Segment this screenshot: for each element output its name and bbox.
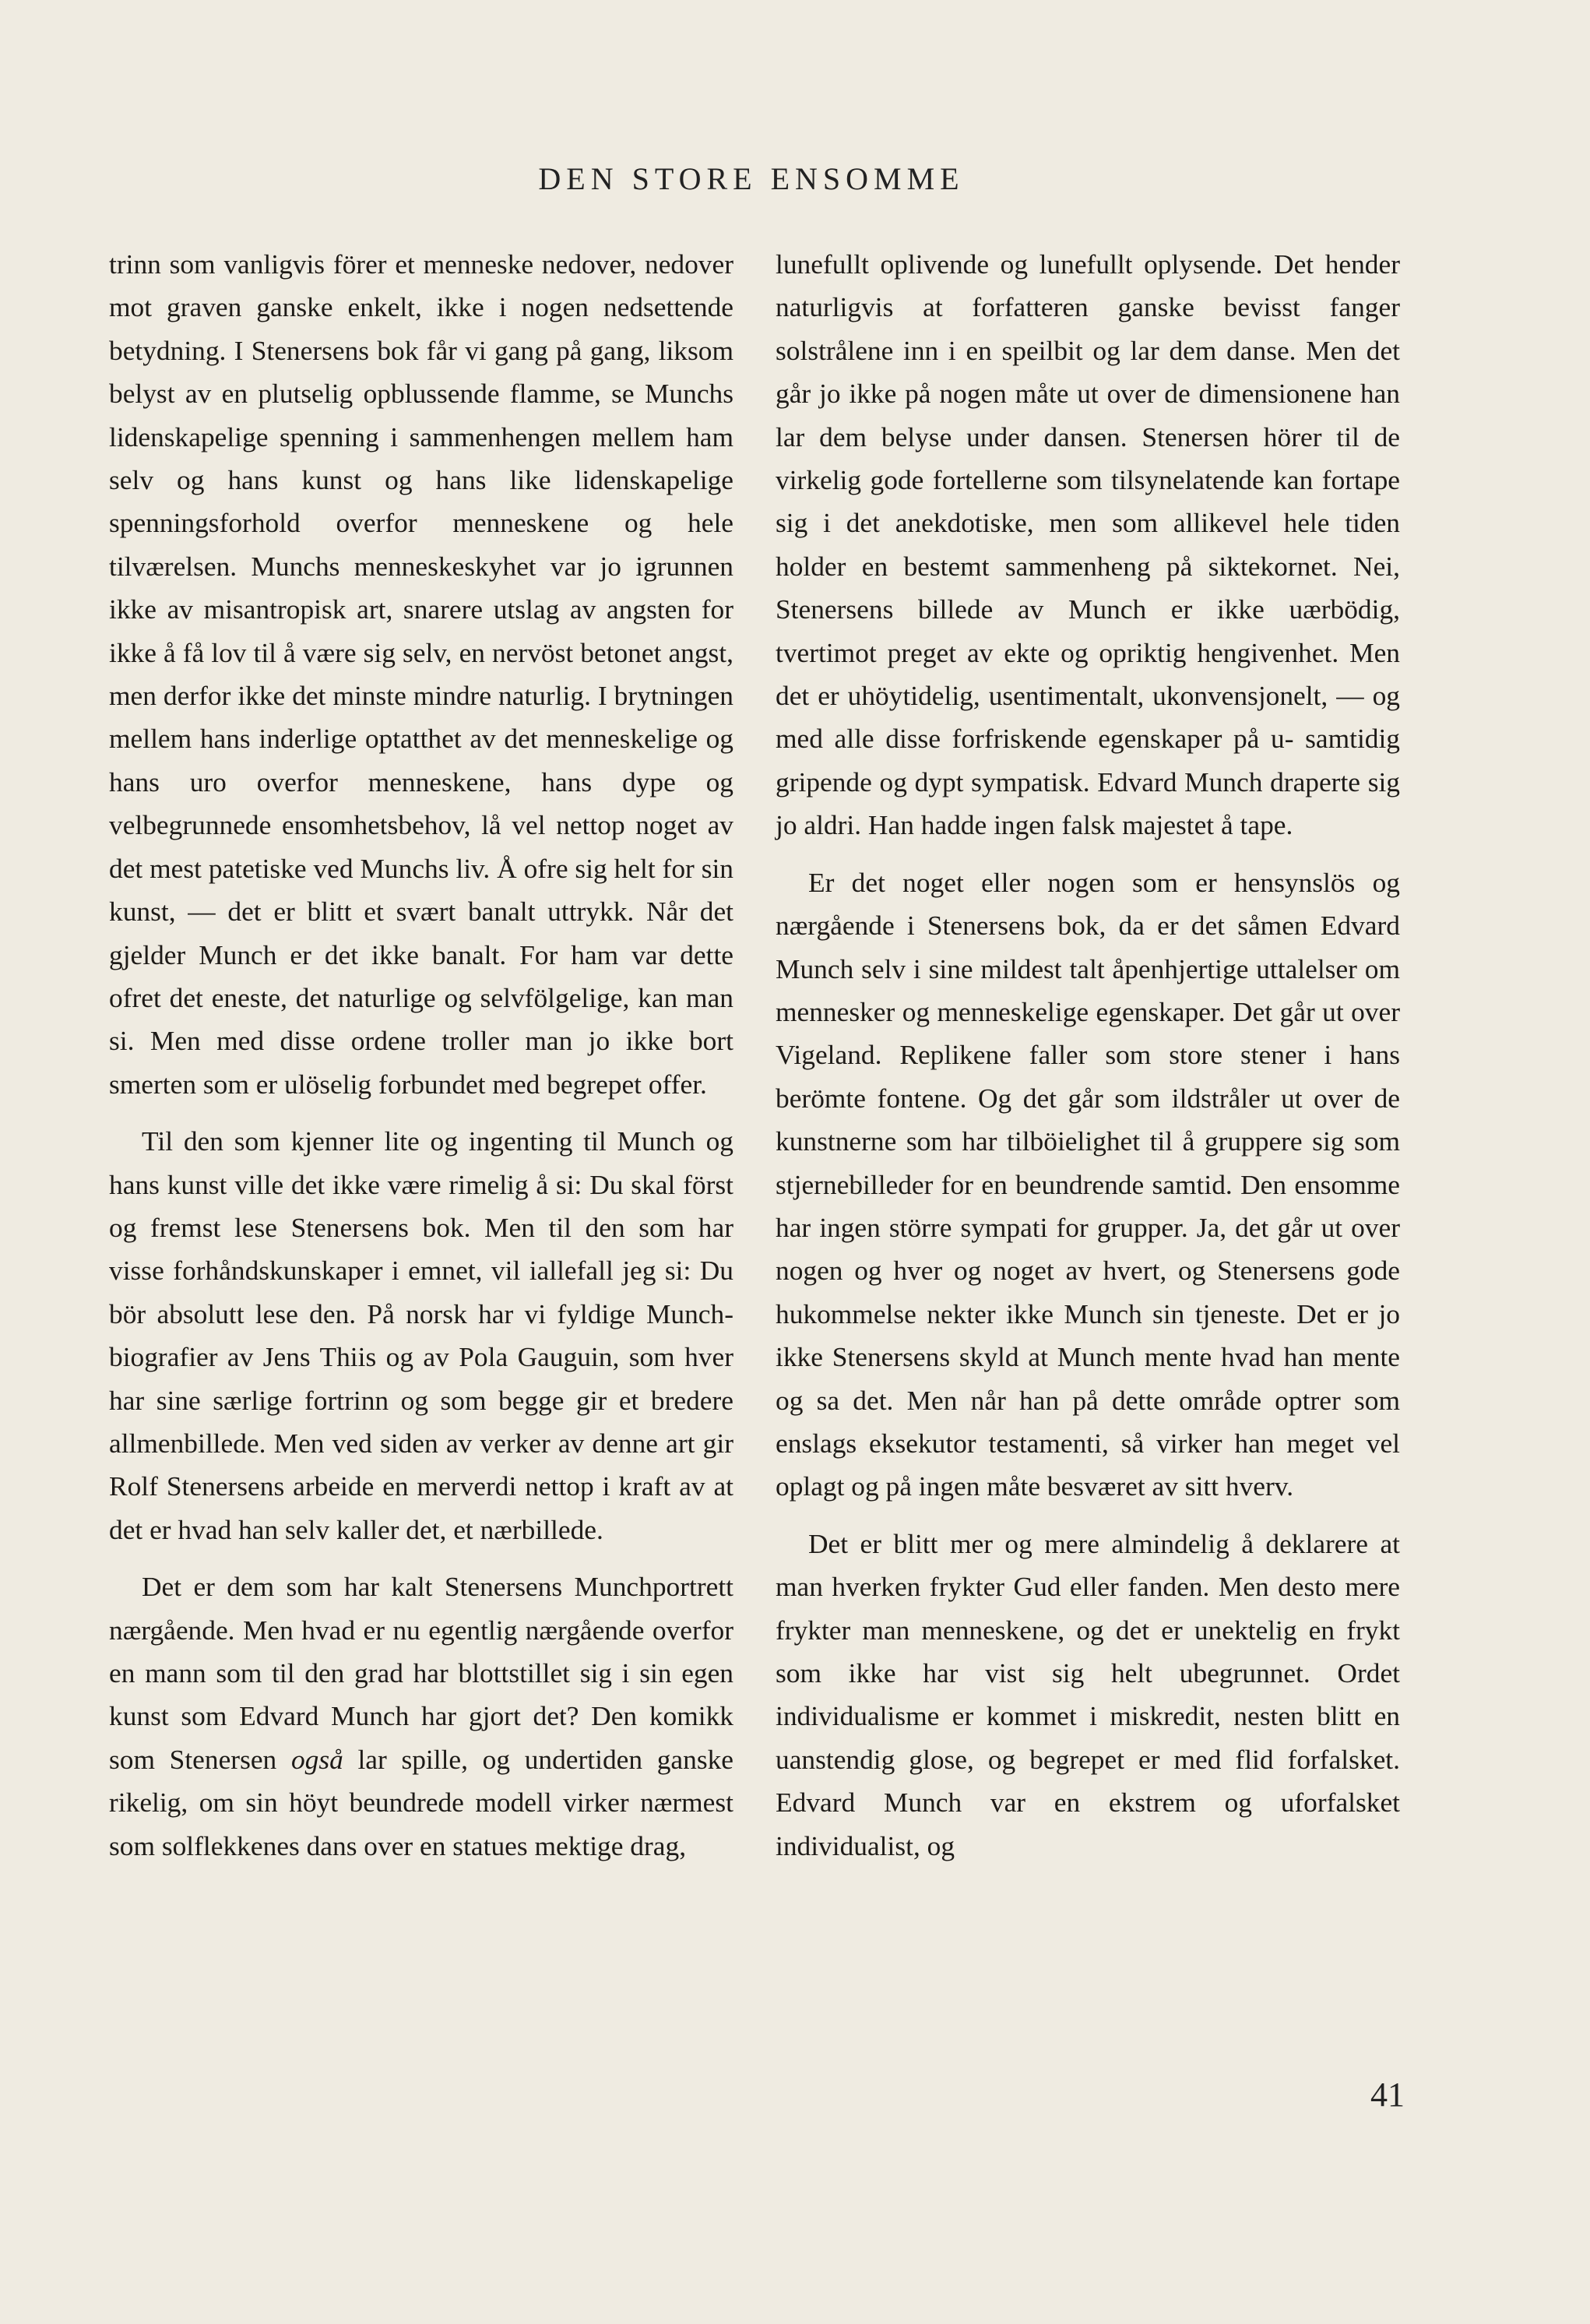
italic-word: også: [290, 1743, 343, 1775]
paragraph-text: Det er dem som har kalt Stenersens Munchportrett nærgående. Men hvad er nu egentlig nærgående overfor en mann som til den grad har blottstillet sig i sin egen kunst som Edvard Munch har gjort det? Den komikk som Stenersen: [109, 1571, 733, 1775]
paragraph: [109, 1565, 733, 1868]
right-column: [776, 243, 1400, 1882]
paragraph: Til den som kjenner lite og ingenting til Munch og hans kunst ville det ikke være rimelig å si: Du skal först og fremst lese Stenersens bok. Men til den som har visse forhåndskunskaper i emnet, vil iallefall jeg si: Du bör absolutt lese den. På norsk har vi fyldige Munch-biografier av Jens Thiis og av Pola Gauguin, som hver har sine særlige fortrinn og som begge gir et bredere allmenbillede. Men ved siden av verker av denne art gir Rolf Stenersens arbeide en merverdi nettop i kraft av at det er hvad han selv kaller det, et nærbillede.: [109, 1125, 733, 1545]
page-number: 41: [1370, 2076, 1405, 2114]
paragraph: Det er blitt mer og mere almindelig å deklarere at man hverken frykter Gud eller fanden. Men desto mere frykter man menneskene, og det er unektelig en frykt som ikke har vist sig helt ubegrunnet. Ordet individualisme er kommet i miskredit, nesten blitt en uanstendig glose, og begrepet er med flid forfalsket. Edvard Munch var en ekstrem og uforfalsket individualist, og: [776, 1527, 1400, 1861]
paragraph: Er det noget eller nogen som er hensynslös og nærgående i Stenersens bok, da er det såmen Edvard Munch selv i sine mildest talt åpenhjertige uttalelser om mennesker og menneskelige egenskaper. Det går ut over Vigeland. Replikene faller som store stener i hans berömte fontene. Og det går som ildstråler ut over de kunstnerne som har tilböielighet til å gruppere sig som stjernebilleder for en beundrende samtid. Den ensomme har ingen större sympati for grupper. Ja, det går ut over nogen og hver og noget av hvert, og Stenersens gode hukommelse nekter ikke Munch sin tjeneste. Det er jo ikke Stenersens skyld at Munch mente hvad han mente og sa det. Men når han på dette område optrer som enslags eksekutor testamenti, så virker han meget vel oplagt og på ingen måte besværet av sitt hverv.: [776, 866, 1400, 1502]
running-header: DEN STORE ENSOMME: [538, 161, 965, 196]
paragraph: lunefullt oplivende og lunefullt oplysende. Det hender naturligvis at forfatteren ganske bevisst fanger solstrålene inn i en speilbit og lar dem danse. Men det går jo ikke på nogen måte ut over de dimensionene han lar dem belyse under dansen. Stenersen hörer til de virkelig gode fortellerne som tilsynelatende kan fortape sig i det anekdotiske, men som allikevel hele tiden holder en bestemt sammenheng på siktekornet. Nei, Stenersens billede av Munch er ikke uærbödig, tvertimot preget av ekte og opriktig hengivenhet. Men det er uhöytidelig, usentimentalt, ukonvensjonelt, — og med alle disse forfriskende egenskaper på u- samtidig gripende og dypt sympatisk. Edvard Munch draperte sig jo aldri. Han hadde ingen falsk majestet å tape.: [776, 248, 1400, 841]
left-column: [109, 243, 733, 1882]
paragraph: trinn som vanligvis förer et menneske nedover, nedover mot graven ganske enkelt, ikke i nogen nedsettende betydning. I Stenersens bok får vi gang på gang, liksom belyst av en plutselig opblussende flamme, se Munchs lidenskapelige spenning i sammenhengen mellem ham selv og hans kunst og hans like lidenskapelige spenningsforhold overfor menneskene og hele tilværelsen. Munchs menneskeskyhet var jo igrunnen ikke av misantropisk art, snarere utslag av angsten for ikke å få lov til å være sig selv, en nervöst betonet angst, men derfor ikke det minste mindre naturlig. I brytningen mellem hans inderlige optatthet av det menneskelige og hans uro overfor menneskene, hans dype og velbegrunnede ensomhetsbehov, lå vel nettop noget av det mest patetiske ved Munchs liv. Å ofre sig helt for sin kunst, — det er blitt et svært banalt uttrykk. Når det gjelder Munch er det ikke banalt. For ham var dette ofret det eneste, det naturlige og selvfölgelige, kan man si. Men med disse ordene troller man jo ikke bort smerten som er ulöselig forbundet med begrepet offer.: [109, 248, 733, 1100]
paragraph-text: lar spille, og undertiden ganske rikelig, om sin höyt beundrede modell virker nærmest som solflekkenes dans over en statues mektige drag,: [109, 1743, 733, 1861]
